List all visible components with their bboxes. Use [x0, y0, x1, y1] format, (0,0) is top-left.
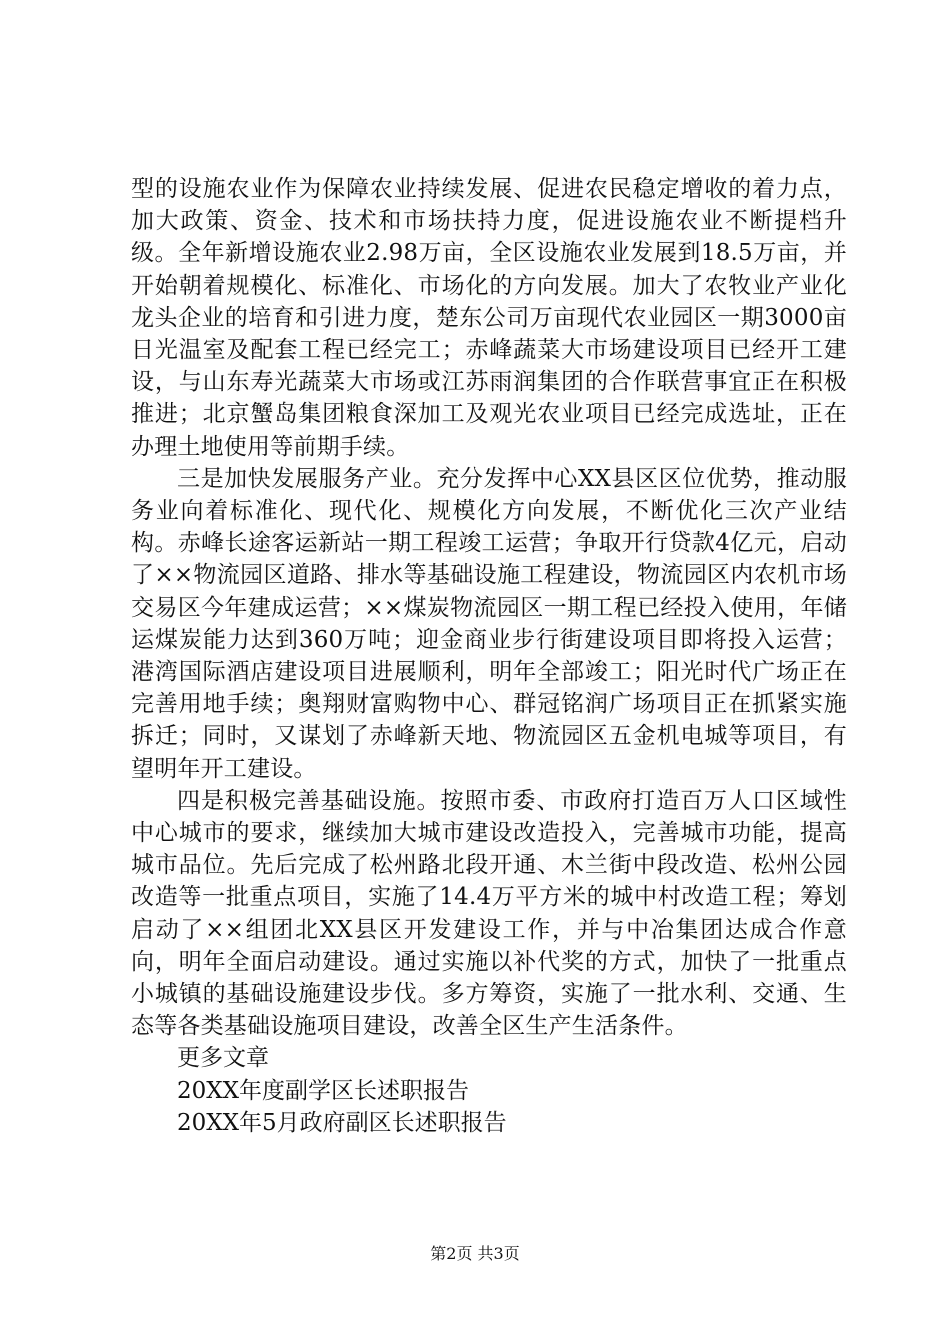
more-articles-heading: 更多文章 — [177, 1045, 269, 1072]
page-number-footer: 第2页 共3页 — [430, 1244, 520, 1263]
paragraph-agriculture: 型的设施农业作为保障农业持续发展、促进农民稳定增收的着力点，加大政策、资金、技术和市场扶持力度，促进设施农业不断提档升级。全年新增设施农业2.98万亩，全区设施农业发展到18.5万亩，并开始朝着规模化、标准化、市场化的方向发展。加大了农牧业产业化龙头企业的培育和引进力度，楚东公司万亩现代农业园区一期3000亩日光温室及配套工程已经完工；赤峰蔬菜大市场建设项目已经开工建设，与山东寿光蔬菜大市场或江苏雨润集团的合作联营事宜正在积极推进；北京蟹岛集团粮食深加工及观光农业项目已经完成选址，正在办理土地使用等前期手续。 — [131, 176, 847, 460]
paragraph-infrastructure: 四是积极完善基础设施。按照市委、市政府打造百万人口区域性中心城市的要求，继续加大城市建设改造投入，完善城市功能，提高城市品位。先后完成了松州路北段开通、木兰街中段改造、松州公园改造等一批重点项目，实施了14.4万平方米的城中村改造工程；筹划启动了××组团北XX县区开发建设工作，并与中冶集团达成合作意向，明年全面启动建设。通过实施以补代奖的方式，加快了一批重点小城镇的基础设施建设步伐。多方筹资，实施了一批水利、交通、生态等各类基础设施项目建设，改善全区生产生活条件。 — [131, 787, 847, 1040]
paragraph-service-industry: 三是加快发展服务产业。充分发挥中心XX县区区位优势，推动服务业向着标准化、现代化、规模化方向发展，不断优化三次产业结构。赤峰长途客运新站一期工程竣工运营；争取开行贷款4亿元，启动了××物流园区道路、排水等基础设施工程建设，物流园区内农机市场交易区今年建成运营；××煤炭物流园区一期工程已经投入使用，年储运煤炭能力达到360万吨；迎金商业步行街建设项目即将投入运营；港湾国际酒店建设项目进展顺利，明年全部竣工；阳光时代广场正在完善用地手续；奥翔财富购物中心、群冠铭润广场项目正在抓紧实施拆迁；同时，又谋划了赤峰新天地、物流园区五金机电城等项目，有望明年开工建设。 — [131, 465, 847, 782]
more-article-link[interactable]: 20XX年度副学区长述职报告 — [177, 1077, 470, 1104]
more-articles-section — [131, 1042, 847, 1139]
document-body — [131, 173, 847, 1139]
more-article-link[interactable]: 20XX年5月政府副区长述职报告 — [177, 1109, 507, 1136]
